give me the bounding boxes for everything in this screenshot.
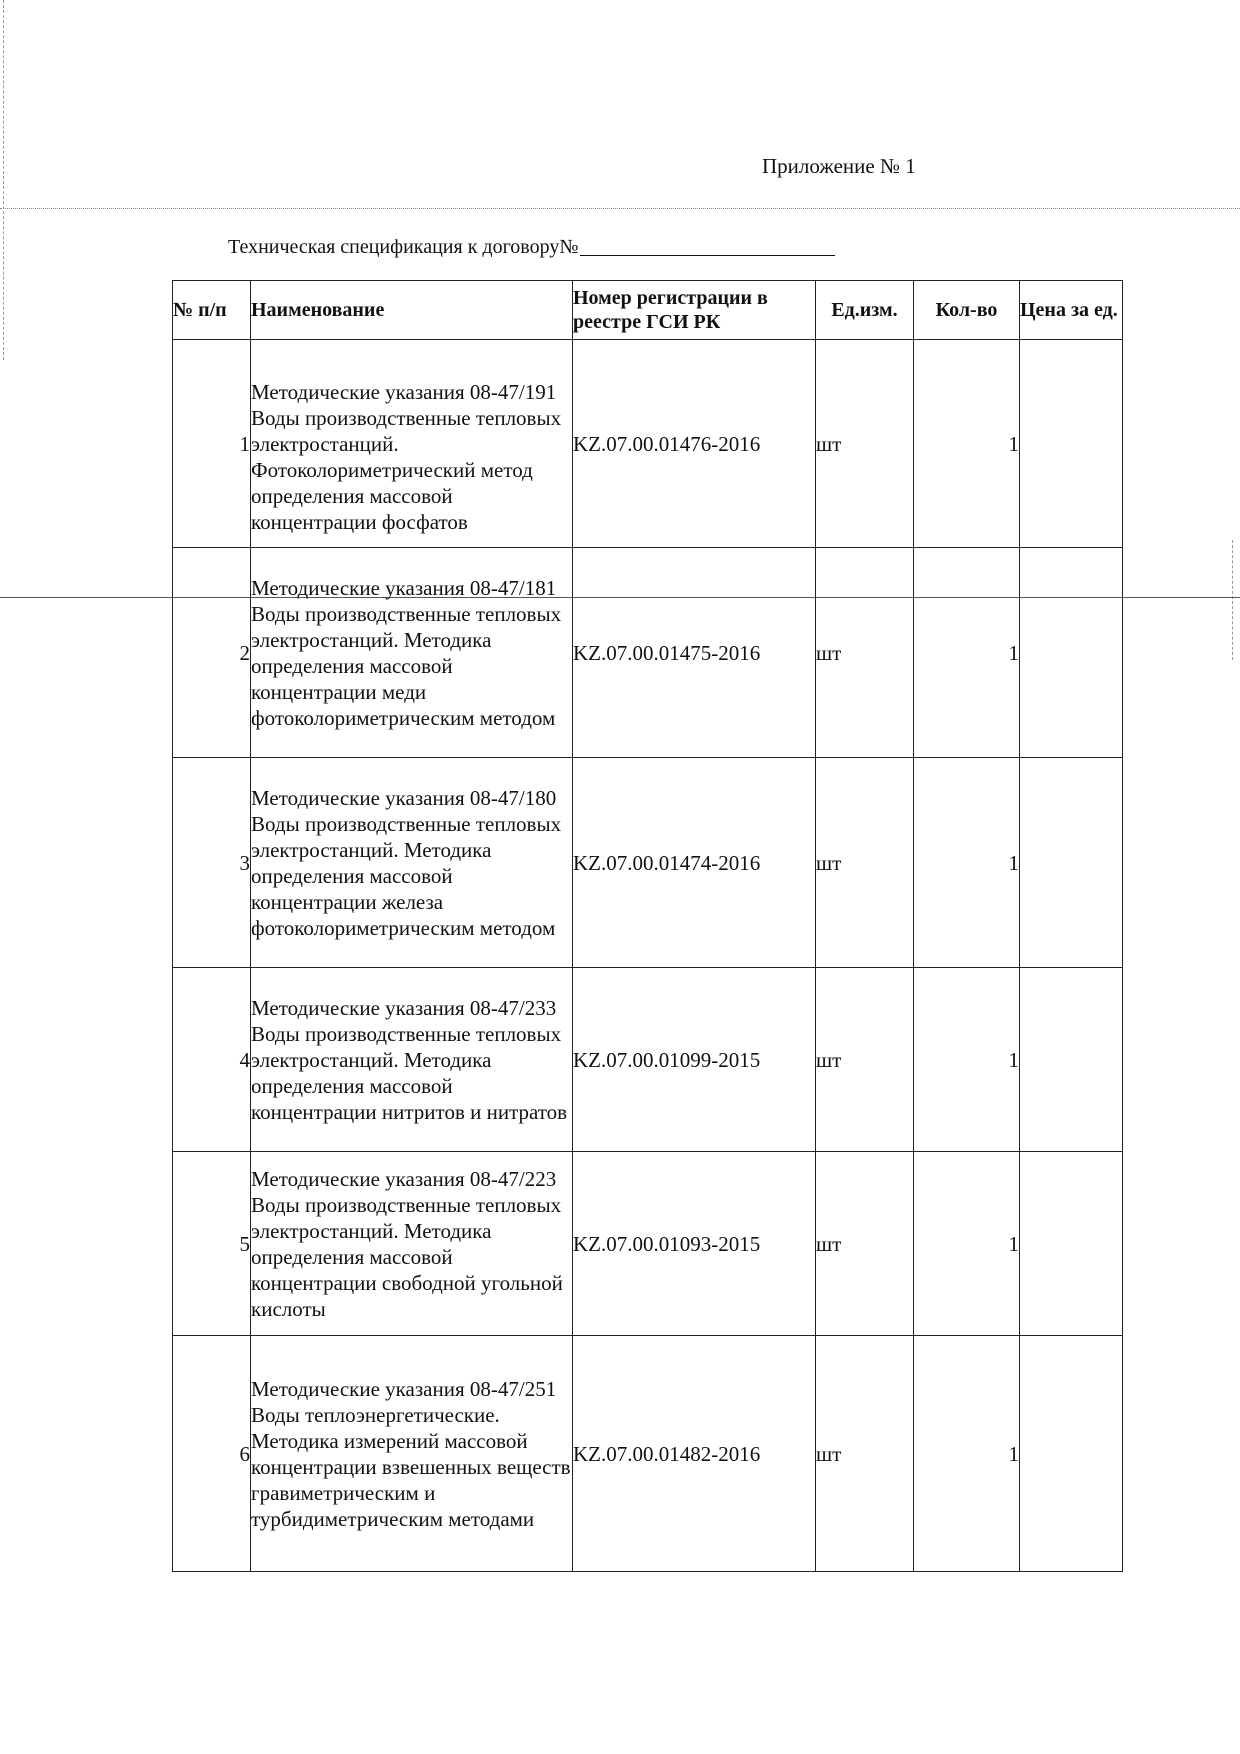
row-unit: шт (816, 1152, 914, 1336)
row-registration: KZ.07.00.01099-2015 (573, 968, 816, 1152)
row-unit: шт (816, 758, 914, 968)
row-price (1020, 340, 1123, 548)
row-unit: шт (816, 968, 914, 1152)
table-row (173, 1152, 1123, 1336)
row-unit: шт (816, 1336, 914, 1572)
column-header-quantity: Кол-во (914, 281, 1020, 340)
spec-table (172, 280, 1123, 1572)
scan-fold-line-top (0, 208, 1240, 209)
row-quantity: 1 (914, 340, 1020, 548)
row-quantity: 1 (914, 968, 1020, 1152)
row-name: Методические указания 08-47/180 Воды производственные тепловых электростанций. Методика определения массовой концентрации железа фотоколориметрическим методом (251, 758, 573, 968)
row-name: Методические указания 08-47/233 Воды производственные тепловых электростанций. Методика определения массовой концентрации нитритов и нитратов (251, 968, 573, 1152)
row-unit: шт (816, 548, 914, 758)
row-quantity: 1 (914, 1336, 1020, 1572)
row-number: 5 (173, 1152, 251, 1336)
table-row (173, 968, 1123, 1152)
column-header-number: № п/п (173, 281, 251, 340)
row-registration: KZ.07.00.01475-2016 (573, 548, 816, 758)
column-header-unit: Ед.изм. (816, 281, 914, 340)
row-quantity: 1 (914, 548, 1020, 758)
row-number: 1 (173, 340, 251, 548)
row-number: 3 (173, 758, 251, 968)
table-row (173, 548, 1123, 758)
column-header-registration: Номер регистрации в реестре ГСИ РК (573, 281, 816, 340)
row-price (1020, 548, 1123, 758)
column-header-name: Наименование (251, 281, 573, 340)
row-number: 2 (173, 548, 251, 758)
table-row (173, 340, 1123, 548)
row-quantity: 1 (914, 758, 1020, 968)
row-name: Методические указания 08-47/251 Воды теплоэнергетические. Методика измерений массовой концентрации взвешенных веществ гравиметрическим и турбидиметрическим методами (251, 1336, 573, 1572)
spec-title (228, 236, 835, 259)
row-number: 6 (173, 1336, 251, 1572)
scan-edge-right (1232, 540, 1233, 660)
row-name: Методические указания 08-47/181 Воды производственные тепловых электростанций. Методика определения массовой концентрации меди фотоколориметрическим методом (251, 548, 573, 758)
row-unit: шт (816, 340, 914, 548)
row-registration: KZ.07.00.01093-2015 (573, 1152, 816, 1336)
appendix-label: Приложение № 1 (762, 154, 916, 178)
row-quantity: 1 (914, 1152, 1020, 1336)
row-price (1020, 1336, 1123, 1572)
contract-number-blank (580, 237, 835, 256)
row-registration: KZ.07.00.01474-2016 (573, 758, 816, 968)
row-name: Методические указания 08-47/223 Воды производственные тепловых электростанций. Методика определения массовой концентрации свободной угольной кислоты (251, 1152, 573, 1336)
row-registration: KZ.07.00.01476-2016 (573, 340, 816, 548)
table-header-row (173, 281, 1123, 340)
spec-title-text: Техническая спецификация к договору№ (228, 236, 579, 258)
row-price (1020, 758, 1123, 968)
row-price (1020, 968, 1123, 1152)
row-number: 4 (173, 968, 251, 1152)
table-row (173, 758, 1123, 968)
row-name: Методические указания 08-47/191 Воды производственные тепловых электростанций. Фотоколориметрический метод определения массовой концентрации фосфатов (251, 340, 573, 548)
table-row (173, 1336, 1123, 1572)
column-header-price: Цена за ед. (1020, 281, 1123, 340)
row-price (1020, 1152, 1123, 1336)
row-registration: KZ.07.00.01482-2016 (573, 1336, 816, 1572)
scan-edge-left (3, 0, 4, 360)
